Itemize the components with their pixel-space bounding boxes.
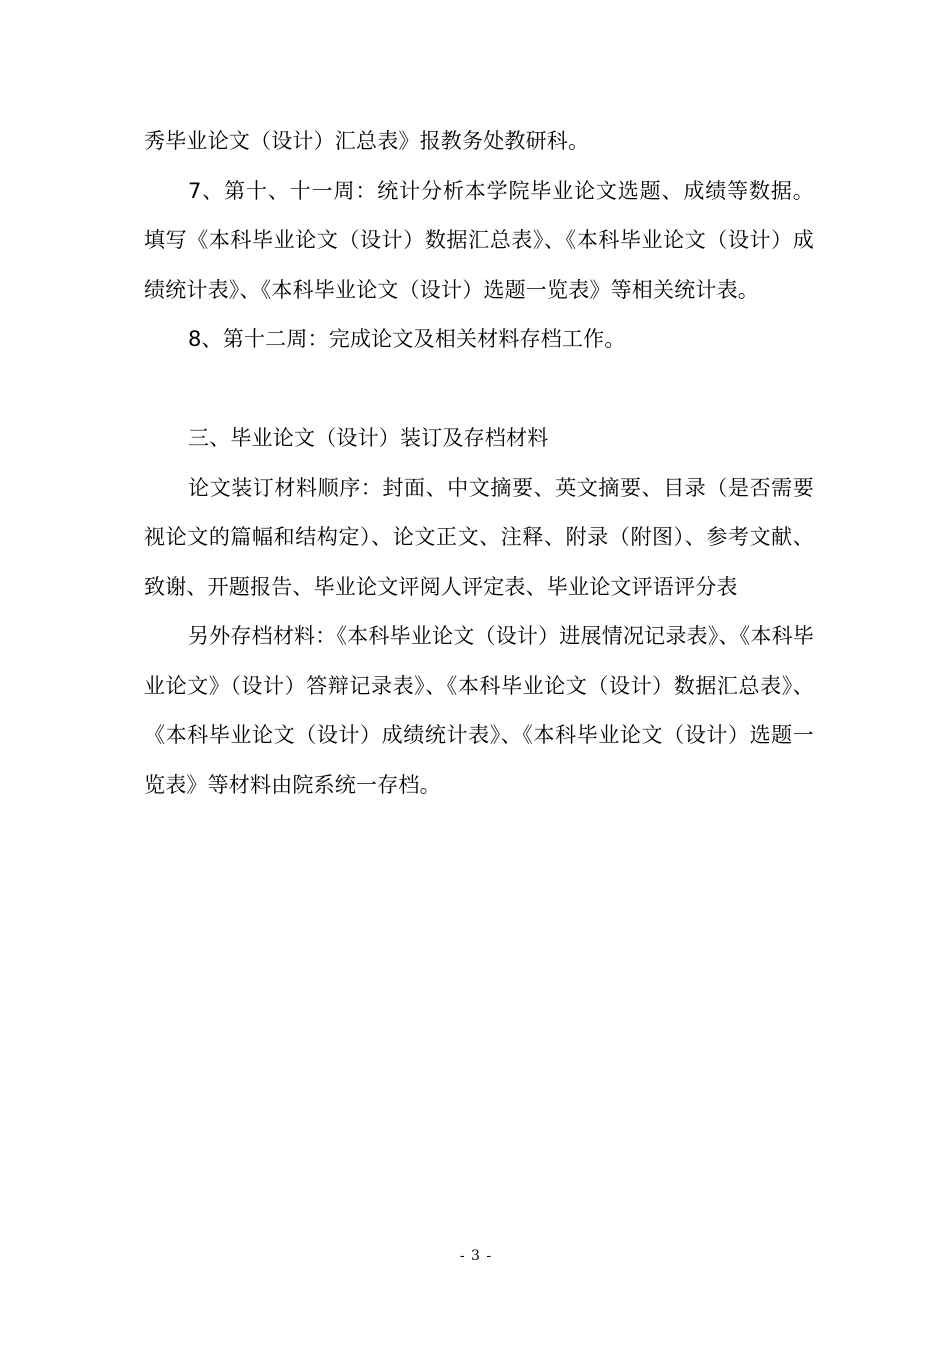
blank-line [144,365,814,415]
page-number: - 3 - [459,1248,493,1264]
section-heading: 三、毕业论文（设计）装订及存档材料 [188,426,549,450]
paragraph-item-8: 8、第十二周：完成论文及相关材料存档工作。 [188,327,626,351]
document-body [144,117,814,810]
paragraph-other-archive: 另外存档材料：《本科毕业论文（设计）进展情况记录表》、《本科毕业论文》（设计）答辩记录表》、《本科毕业论文（设计）数据汇总表》、《本科毕业论文（设计）成绩统计表》、《本科毕业论文（设计）选题一览表》等材料由院系统一存档。 [144,624,814,797]
paragraph-continuation: 秀毕业论文（设计）汇总表》报教务处教研科。 [144,129,590,153]
paragraph-item-7: 7、第十、十一周：统计分析本学院毕业论文选题、成绩等数据。填写《本科毕业论文（设计）数据汇总表》、《本科毕业论文（设计）成绩统计表》、《本科毕业论文（设计）选题一览表》等相关统计表。 [144,178,814,302]
paragraph-binding-order: 论文装订材料顺序：封面、中文摘要、英文摘要、目录（是否需要视论文的篇幅和结构定）、论文正文、注释、附录（附图）、参考文献、致谢、开题报告、毕业论文评阅人评定表、毕业论文评语评分表 [144,475,814,599]
